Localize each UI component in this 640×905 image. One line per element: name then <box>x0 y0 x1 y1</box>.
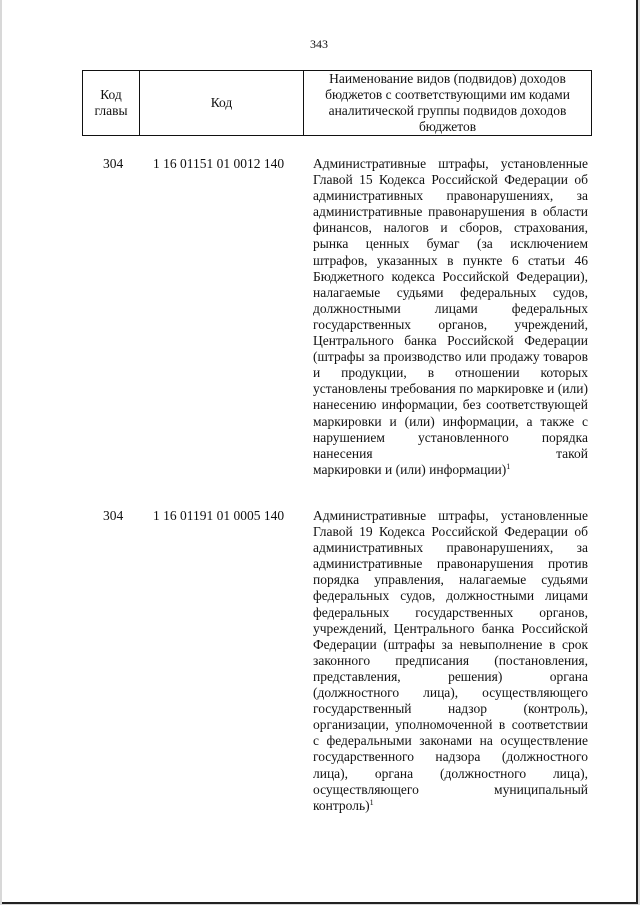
row-1-description-end <box>313 462 588 478</box>
row-1-description <box>313 156 588 478</box>
row-2-chapter: 304 <box>103 508 124 523</box>
row-2-description-end-text: контроль) <box>313 797 370 813</box>
header-code: Код <box>140 71 304 136</box>
row-2-description-text: Административные штрафы, установленные Главой 19 Кодекса Российской Федерации об административных правонарушениях, за административные правонарушения против порядка управления, налагаемые судьями федеральных судов, должностными лицами федеральных государственных органов, учреждений, Центрального банка Российской Федерации (штрафы за невыполнение в срок законного предписания (постановления, представления, решения) органа (должностного лица), осуществляющего государственный надзор (контроль), организации, уполномоченной в соответствии с федеральными законами на осуществление государственного надзора (должностного лица), органа (должностного лица), осуществляющего муниципальный <box>313 508 588 797</box>
page-number: 343 <box>310 37 328 51</box>
document-page <box>2 0 638 904</box>
row-2-description <box>313 508 588 814</box>
row-1-description-end-text: маркировки и (или) информации) <box>313 461 507 477</box>
row-1-description-text: Административные штрафы, установленные Главой 15 Кодекса Российской Федерации об административных правонарушениях, за административные правонарушения в области финансов, налогов и сборов, страхования, рынка ценных бумаг (за исключением штрафов, указанных в пункте 6 статьи 46 Бюджетного кодекса Российской Федерации), налагаемые судьями федеральных судов, должностными лицами федеральных государственных органов, учреждений, Центрального банка Российской Федерации (штрафы за производство или продажу товаров и продукции, в отношении которых установлены требования по маркировке и (или) нанесению информации, без соответствующей маркировки и (или) информации, а также с нарушением установленного порядка нанесения такой <box>313 156 588 461</box>
row-2-code: 1 16 01191 01 0005 140 <box>153 508 285 523</box>
table-header <box>82 70 592 136</box>
header-chapter-code: Код главы <box>83 71 140 136</box>
row-1-code: 1 16 01151 01 0012 140 <box>153 156 285 171</box>
row-1-chapter: 304 <box>103 156 124 171</box>
row-2-footnote: 1 <box>369 797 374 807</box>
header-name: Наименование видов (подвидов) доходов бюджетов с соответствующими им кодами аналитической группы подвидов доходов бюджетов <box>304 71 592 136</box>
row-2-description-end <box>313 798 588 814</box>
row-1-footnote: 1 <box>506 461 511 471</box>
